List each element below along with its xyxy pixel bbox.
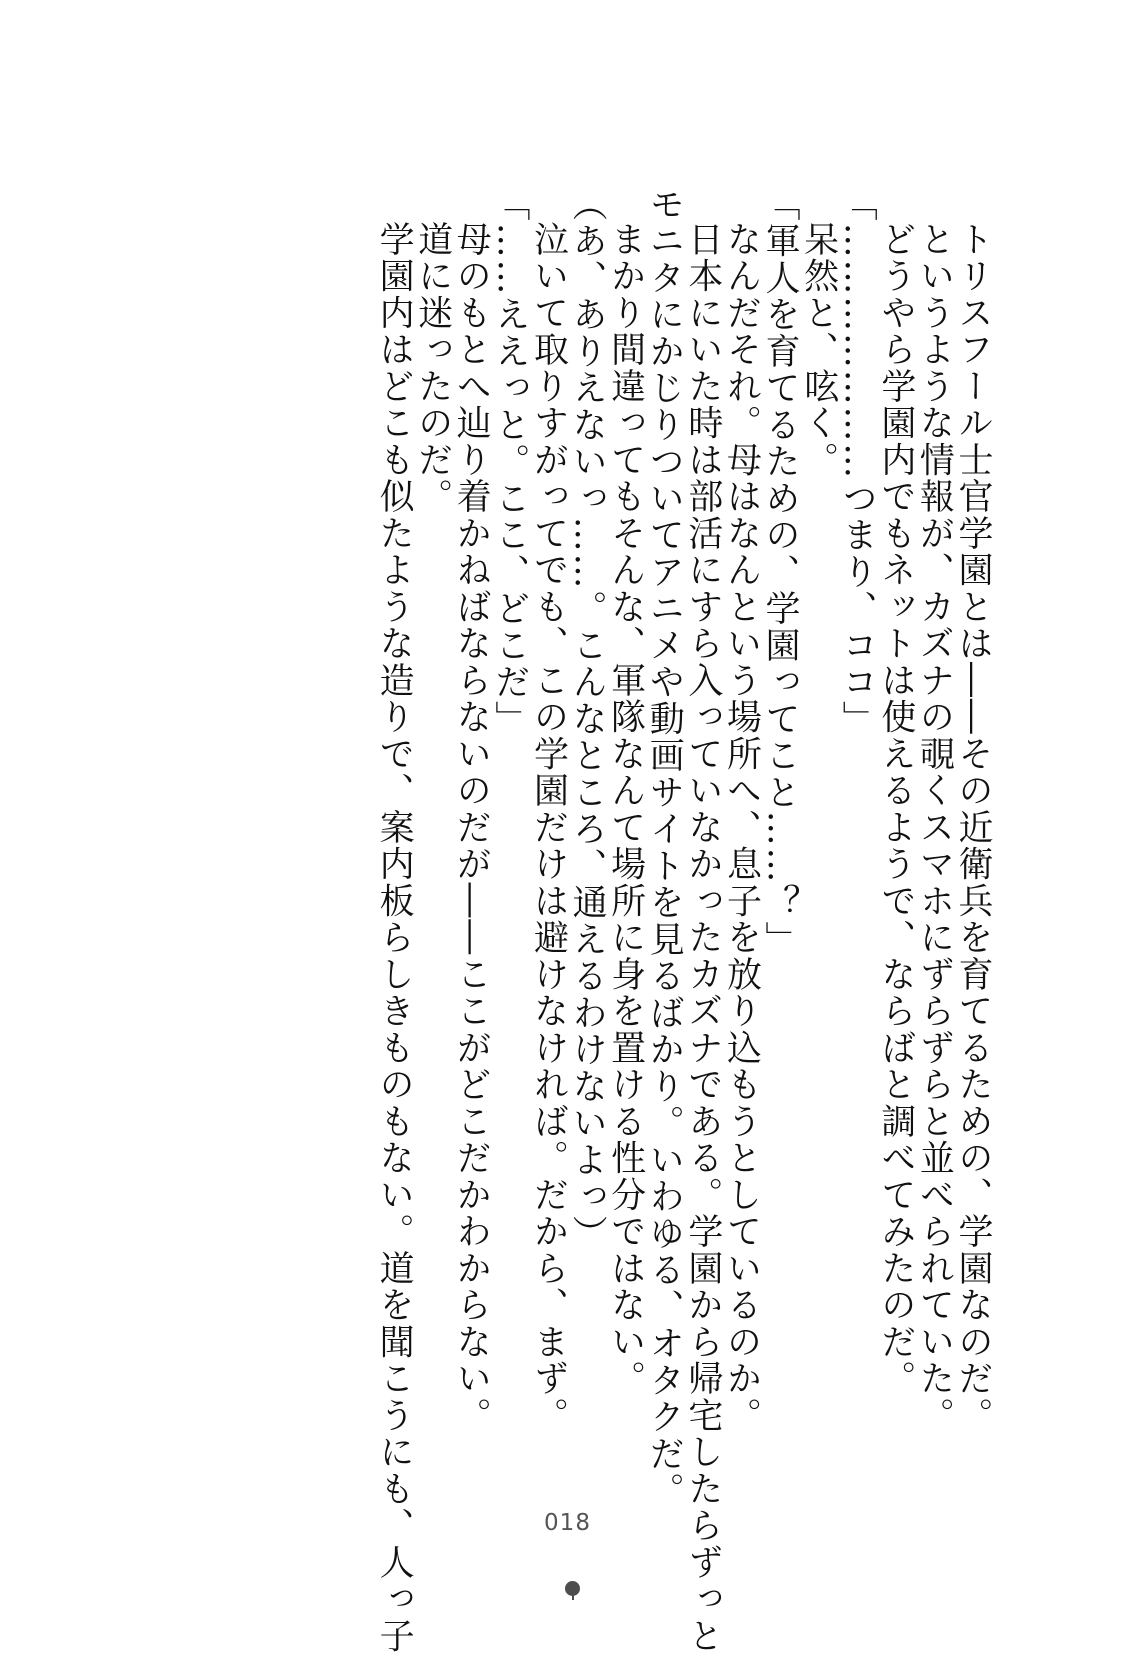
text-line: 「…………………つまり、ココ」 bbox=[837, 186, 878, 738]
text-line: なんだそれ。母はなんという場所へ、息子を放り込もうとしているのか。 bbox=[721, 221, 762, 1434]
text-line: 学園内はどこも似たような造りで、案内板らしきものもない。道を聞こうにも、人っ子 bbox=[374, 221, 415, 1654]
text-line: 泣いて取りすがってでも、この学園だけは避けなければ。だから、まず。 bbox=[528, 221, 569, 1434]
text-line: 「……ええっと。ここ、どこだ」 bbox=[489, 186, 530, 738]
text-line: というような情報が、カズナの覗くスマホにずらずらと並べられていた。 bbox=[914, 221, 955, 1434]
text-line: どうやら学園内でもネットは使えるようで、ならばと調べてみたのだ。 bbox=[875, 221, 916, 1397]
text-line: まかり間違ってもそんな、軍隊なんて場所に身を置ける性分ではない。 bbox=[605, 221, 646, 1397]
text-line: 呆然と、呟く。 bbox=[798, 221, 839, 479]
text-line: 「軍人を育てるための、学園ってこと……？」 bbox=[760, 186, 801, 958]
text-line: 母のもとへ辿り着かねばならないのだが――ここがどこだかわからない。 bbox=[451, 221, 492, 1434]
text-line: モニタにかじりついてアニメや動画サイトを見るばかり。いわゆる、オタクだ。 bbox=[644, 186, 685, 1509]
page-number: 018 bbox=[544, 1510, 591, 1536]
text-line: 日本にいた時は部活にすら入っていなかったカズナである。学園から帰宅したらずっと bbox=[682, 221, 723, 1654]
text-line: トリスフール士官学園とは――その近衛兵を育てるための、学園なのだ。 bbox=[953, 221, 993, 1434]
page-marker-stem bbox=[572, 1592, 574, 1600]
text-line: （あ、ありえないっ……。こんなところ、通えるわけないよっ） bbox=[567, 186, 608, 1252]
text-line: 道に迷ったのだ。 bbox=[412, 221, 453, 515]
